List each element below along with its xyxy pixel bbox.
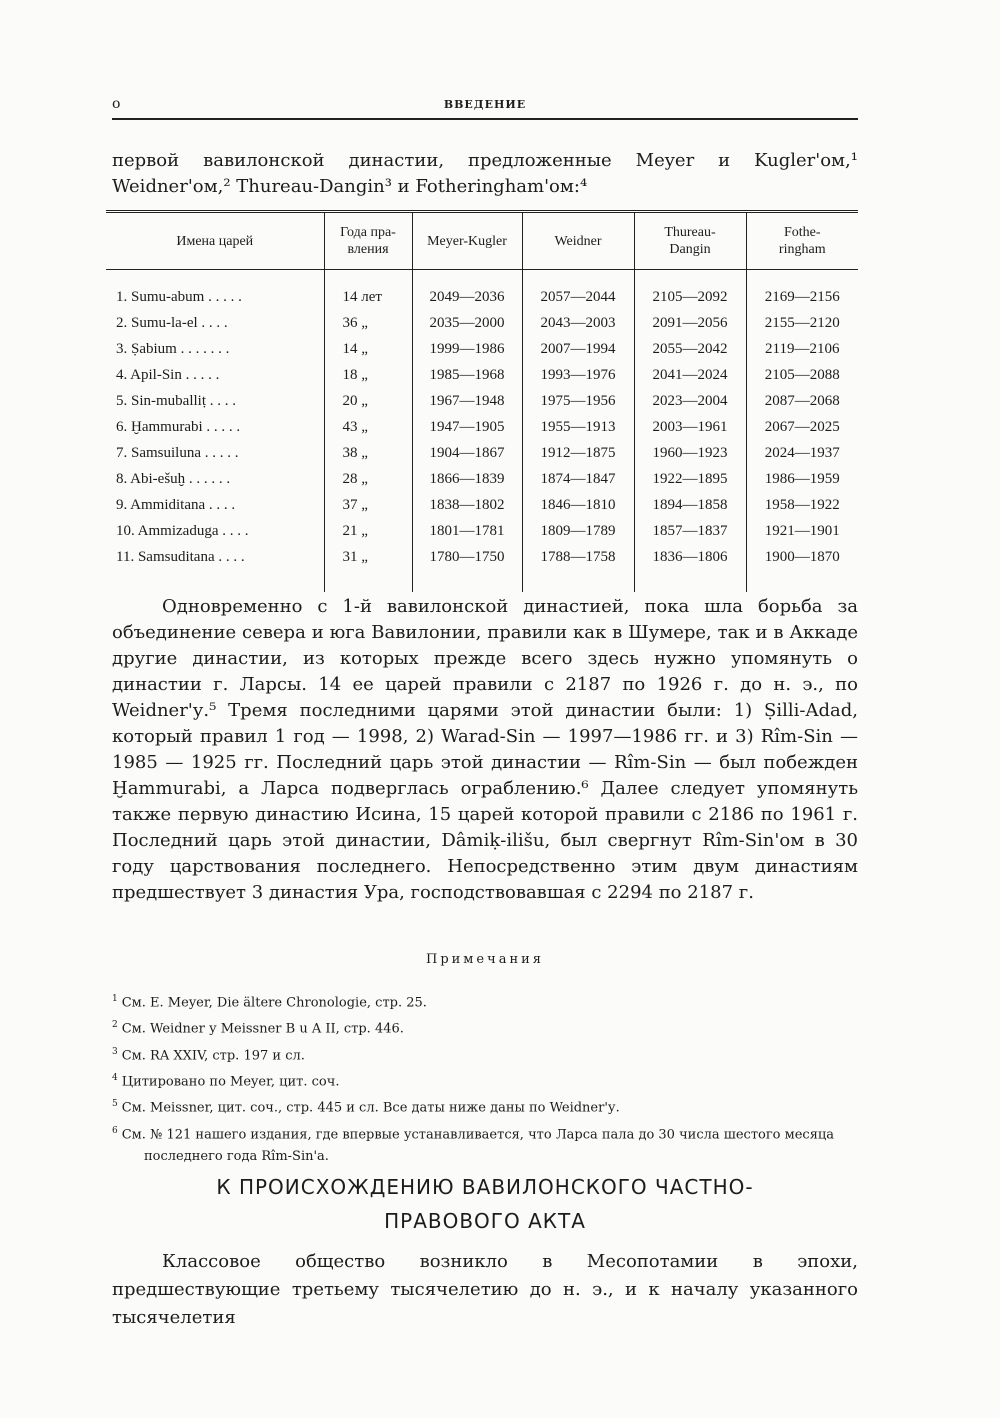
table-row	[106, 466, 858, 492]
intro-line-1: первой вавилонской династии, предложенные Meyer и Kugler'ом,¹	[112, 150, 858, 171]
col-header-meyer: Meyer-Kugler	[412, 212, 522, 270]
king-name: 6. Ḫammurabi . . . . .	[116, 418, 241, 435]
fotheringham-dates: 2087—2068	[746, 388, 858, 414]
king-name: 3. Ṣabium . . . . . . .	[116, 340, 230, 357]
reign-years: 36 „	[324, 310, 412, 336]
meyer-dates: 2049—2036	[412, 284, 522, 310]
thureau-dates: 2091—2056	[634, 310, 746, 336]
body-paragraph: Одновременно с 1-й вавилонской династией, пока шла борьба за объединение севера и юга Вавилонии, правили как в Шумере, так и в Аккаде другие династии, из которых прежде всего здесь нужно упомянуть о династии г. Ларсы. 14 ее царей правили с 2187 по 1926 г. до н. э., по Weidner'у.⁵ Тремя последними царями этой династии были: 1) Ṣilli-Adad, который правил 1 год — 1998, 2) Warad-Sin — 1997—1986 гг. и 3) Rîm-Sin — 1985 — 1925 гг. Последний царь этой династии — Rîm-Sin — был побежден Ḫammurabi, а Ларса подверглась ограблению.⁶ Далее следует упомянуть также первую династию Исина, 15 царей которой правили с 2186 по 1961 г. Последний царь этой династии, Dâmiḳ-ilišu, был свергнут Rîm-Sin'ом в 30 году царствования последнего. Непосредственно этим двум династиям предшествует 3 династия Ура, господствовавшая с 2294 по 2187 г.	[112, 596, 858, 903]
meyer-dates: 1985—1968	[412, 362, 522, 388]
footnote: $^6$ См. № 121 нашего издания, где впервые устанавливается, что Ларса пала до 30 числа шестого месяца последнего года Rîm-Sin'a.	[112, 1125, 835, 1164]
weidner-dates: 1846—1810	[522, 492, 634, 518]
meyer-dates: 2035—2000	[412, 310, 522, 336]
reign-years: 14 „	[324, 336, 412, 362]
reign-years: 37 „	[324, 492, 412, 518]
meyer-dates: 1866—1839	[412, 466, 522, 492]
fotheringham-dates: 1900—1870	[746, 544, 858, 570]
page-header	[112, 96, 858, 120]
fotheringham-dates: 2169—2156	[746, 284, 858, 310]
reign-years: 31 „	[324, 544, 412, 570]
table-row	[106, 544, 858, 570]
col-header-fotheringham: Fothe- ringham	[746, 212, 858, 270]
weidner-dates: 1955—1913	[522, 414, 634, 440]
weidner-dates: 1874—1847	[522, 466, 634, 492]
col-header-years: Года пра- вления	[324, 212, 412, 270]
weidner-dates: 2043—2003	[522, 310, 634, 336]
king-name: 7. Samsuiluna . . . . .	[116, 444, 239, 461]
footnote: $^3$ См. RA XXIV, стр. 197 и сл.	[112, 1046, 305, 1063]
table-row	[106, 518, 858, 544]
king-name: 2. Sumu-la-el . . . .	[116, 314, 228, 331]
table-row	[106, 440, 858, 466]
meyer-dates: 1780—1750	[412, 544, 522, 570]
fotheringham-dates: 2067—2025	[746, 414, 858, 440]
table-row	[106, 362, 858, 388]
meyer-dates: 1838—1802	[412, 492, 522, 518]
fotheringham-dates: 1986—1959	[746, 466, 858, 492]
table-row	[106, 492, 858, 518]
intro-text	[112, 148, 858, 200]
running-title: ВВЕДЕНИЕ	[443, 98, 527, 111]
fotheringham-dates: 2155—2120	[746, 310, 858, 336]
meyer-dates: 1904—1867	[412, 440, 522, 466]
table-row	[106, 414, 858, 440]
weidner-dates: 1993—1976	[522, 362, 634, 388]
fotheringham-dates: 1958—1922	[746, 492, 858, 518]
page-number: o	[112, 96, 121, 112]
intro-line-2: Weidner'ом,² Thureau-Dangin³ и Fotheringham'ом:⁴	[112, 176, 588, 197]
notes-heading: Примечания	[425, 952, 544, 967]
thureau-dates: 1922—1895	[634, 466, 746, 492]
meyer-dates: 1947—1905	[412, 414, 522, 440]
weidner-dates: 1788—1758	[522, 544, 634, 570]
reign-years: 38 „	[324, 440, 412, 466]
col-header-names: Имена царей	[106, 212, 324, 270]
reign-years: 28 „	[324, 466, 412, 492]
main-paragraph	[112, 594, 858, 906]
footnote: $^2$ См. Weidner у Meissner B u A II, стр. 446.	[112, 1020, 404, 1037]
reign-years: 43 „	[324, 414, 412, 440]
weidner-dates: 2057—2044	[522, 284, 634, 310]
king-name: 10. Ammizaduga . . . .	[116, 522, 249, 539]
weidner-dates: 1809—1789	[522, 518, 634, 544]
weidner-dates: 2007—1994	[522, 336, 634, 362]
table-row	[106, 336, 858, 362]
section-title: К ПРОИСХОЖДЕНИЮ ВАВИЛОНСКОГО ЧАСТНО- ПРАВОВОГО АКТА	[216, 1175, 754, 1233]
table-row	[106, 388, 858, 414]
footnote: $^1$ См. E. Meyer, Die ältere Chronologie, стр. 25.	[112, 994, 427, 1011]
footnote: $^5$ См. Meissner, цит. соч., стр. 445 и сл. Все даты ниже даны по Weidner'у.	[112, 1099, 620, 1116]
king-name: 11. Samsuditana . . . .	[116, 548, 245, 565]
weidner-dates: 1975—1956	[522, 388, 634, 414]
reign-years: 21 „	[324, 518, 412, 544]
reign-years: 14 лет	[324, 284, 412, 310]
table-header-row	[106, 212, 858, 270]
thureau-dates: 1960—1923	[634, 440, 746, 466]
meyer-dates: 1999—1986	[412, 336, 522, 362]
thureau-dates: 2055—2042	[634, 336, 746, 362]
footnotes-list	[112, 988, 858, 1168]
thureau-dates: 1836—1806	[634, 544, 746, 570]
thureau-dates: 1894—1858	[634, 492, 746, 518]
king-name: 4. Apil-Sin . . . . .	[116, 366, 220, 383]
table-row	[106, 284, 858, 310]
reign-years: 18 „	[324, 362, 412, 388]
thureau-dates: 2023—2004	[634, 388, 746, 414]
fotheringham-dates: 2105—2088	[746, 362, 858, 388]
fotheringham-dates: 1921—1901	[746, 518, 858, 544]
king-name: 5. Sin-muballiṭ . . . .	[116, 392, 236, 409]
reign-years: 20 „	[324, 388, 412, 414]
weidner-dates: 1912—1875	[522, 440, 634, 466]
thureau-dates: 2003—1961	[634, 414, 746, 440]
king-name: 1. Sumu-abum . . . . .	[116, 288, 242, 305]
thureau-dates: 2105—2092	[634, 284, 746, 310]
footnote: $^4$ Цитировано по Meyer, цит. соч.	[112, 1072, 340, 1090]
thureau-dates: 1857—1837	[634, 518, 746, 544]
king-name: 9. Ammiditana . . . .	[116, 496, 236, 513]
col-header-thureau: Thureau- Dangin	[634, 212, 746, 270]
chronology-table	[106, 210, 858, 592]
meyer-dates: 1967—1948	[412, 388, 522, 414]
section-body-text: Классовое общество возникло в Месопотамии в эпохи, предшествующие третьему тысячелетию до н. э., и к началу указанного тысячелетия	[112, 1251, 858, 1328]
meyer-dates: 1801—1781	[412, 518, 522, 544]
thureau-dates: 2041—2024	[634, 362, 746, 388]
fotheringham-dates: 2119—2106	[746, 336, 858, 362]
fotheringham-dates: 2024—1937	[746, 440, 858, 466]
col-header-weidner: Weidner	[522, 212, 634, 270]
table-row	[106, 310, 858, 336]
king-name: 8. Abi-ešuḫ . . . . . .	[116, 470, 231, 487]
